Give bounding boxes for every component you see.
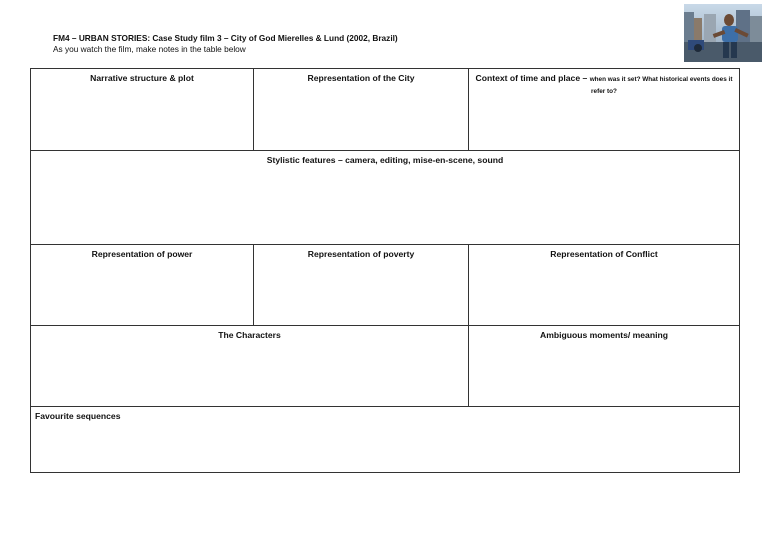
cell-representation-poverty[interactable] <box>254 245 469 326</box>
cell-stylistic-features-label: Stylistic features – camera, editing, mise-en-scene, sound <box>266 155 504 165</box>
cell-characters-label: The Characters <box>218 330 281 340</box>
worksheet-title: FM4 – URBAN STORIES: Case Study film 3 – City of God Mierelles & Lund (2002, Brazil) <box>53 33 398 43</box>
film-still-icon <box>684 4 762 62</box>
cell-favourite-sequences[interactable] <box>31 407 739 472</box>
cell-representation-power[interactable] <box>31 245 254 326</box>
cell-ambiguous-moments-label: Ambiguous moments/ meaning <box>540 330 668 340</box>
cell-ambiguous-moments[interactable] <box>469 326 739 407</box>
notes-table <box>30 68 740 473</box>
worksheet-header <box>53 33 398 55</box>
film-still-photo <box>684 4 762 62</box>
cell-context-sublabel: when was it set? What historical events does it refer to? <box>589 76 733 95</box>
cell-narrative-structure-label: Narrative structure & plot <box>90 73 194 83</box>
worksheet-instructions: As you watch the film, make notes in the table below <box>53 44 246 54</box>
cell-representation-poverty-label: Representation of poverty <box>307 249 415 259</box>
cell-representation-city-label: Representation of the City <box>307 73 415 83</box>
cell-context-label: Context of time and place – <box>475 73 588 83</box>
cell-narrative-structure[interactable] <box>31 69 254 151</box>
cell-characters[interactable] <box>31 326 469 407</box>
cell-context-time-place[interactable] <box>469 69 739 151</box>
cell-representation-city[interactable] <box>254 69 469 151</box>
cell-representation-conflict-label: Representation of Conflict <box>550 249 658 259</box>
cell-favourite-sequences-label: Favourite sequences <box>35 411 121 421</box>
cell-representation-conflict[interactable] <box>469 245 739 326</box>
cell-representation-power-label: Representation of power <box>91 249 193 259</box>
cell-stylistic-features[interactable] <box>31 151 739 245</box>
